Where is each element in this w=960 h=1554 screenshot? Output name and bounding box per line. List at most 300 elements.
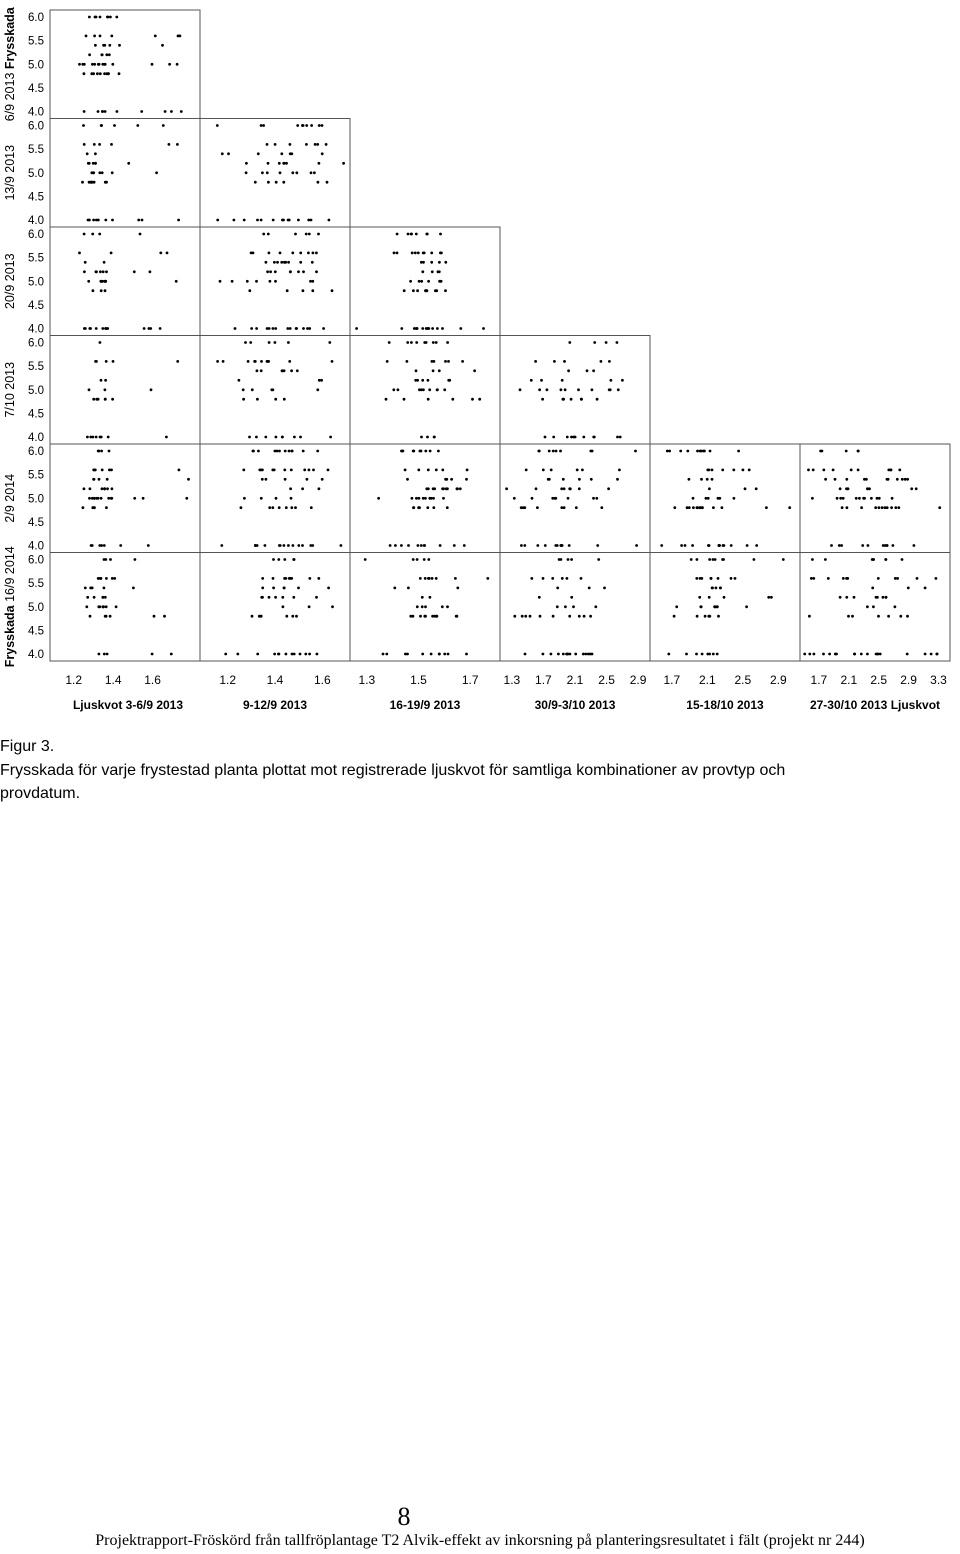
- data-point: [257, 152, 260, 155]
- data-point: [133, 497, 136, 500]
- data-point: [317, 233, 320, 236]
- data-point: [744, 487, 747, 490]
- data-point: [305, 233, 308, 236]
- data-point: [277, 653, 280, 656]
- data-point: [267, 181, 270, 184]
- data-point: [149, 270, 152, 273]
- data-point: [150, 388, 153, 391]
- data-point: [115, 16, 118, 19]
- data-point: [104, 596, 107, 599]
- y-tick-label: 4.5: [28, 408, 44, 421]
- data-point: [416, 605, 419, 608]
- data-point: [667, 653, 670, 656]
- data-point: [584, 653, 587, 656]
- data-point: [910, 487, 913, 490]
- data-point: [466, 469, 469, 472]
- x-tick-label: 1.4: [266, 673, 284, 687]
- data-point: [250, 327, 253, 330]
- data-point: [592, 436, 595, 439]
- data-point: [695, 653, 698, 656]
- data-point: [870, 497, 873, 500]
- data-point: [899, 615, 902, 618]
- data-point: [839, 487, 842, 490]
- data-point: [431, 615, 434, 618]
- data-point: [892, 544, 895, 547]
- data-point: [318, 124, 321, 127]
- data-point: [295, 171, 298, 174]
- data-point: [913, 544, 916, 547]
- data-point: [707, 544, 710, 547]
- data-point: [236, 653, 239, 656]
- data-point: [675, 605, 678, 608]
- figure-caption-line-1: Frysskada för varje frystestad planta plottat mot registrerade ljuskvot för samtliga kombinationer av provtyp och: [0, 762, 786, 779]
- data-point: [93, 596, 96, 599]
- data-point: [92, 219, 95, 222]
- data-point: [453, 544, 456, 547]
- data-point: [111, 487, 114, 490]
- data-point: [668, 450, 671, 453]
- data-point: [732, 469, 735, 472]
- data-point: [421, 270, 424, 273]
- data-point: [524, 615, 527, 618]
- data-point: [101, 469, 104, 472]
- data-point: [562, 398, 565, 401]
- data-point: [438, 369, 441, 372]
- data-point: [830, 544, 833, 547]
- data-point: [876, 653, 879, 656]
- data-point: [872, 605, 875, 608]
- data-point: [216, 360, 219, 363]
- y-tick-label: 4.5: [28, 625, 44, 638]
- data-point: [289, 152, 292, 155]
- data-point: [446, 605, 449, 608]
- data-point: [317, 181, 320, 184]
- data-point: [262, 233, 265, 236]
- data-point: [119, 544, 122, 547]
- data-point: [717, 577, 720, 580]
- data-point: [153, 615, 156, 618]
- data-point: [110, 35, 113, 38]
- data-point: [417, 544, 420, 547]
- data-point: [159, 327, 162, 330]
- data-point: [407, 587, 410, 590]
- data-point: [696, 450, 699, 453]
- data-point: [326, 181, 329, 184]
- data-point: [87, 280, 90, 283]
- data-point: [896, 478, 899, 481]
- data-point: [302, 289, 305, 292]
- data-point: [591, 450, 594, 453]
- data-point: [591, 388, 594, 391]
- data-point: [426, 506, 429, 509]
- x-tick-label: 2.9: [900, 673, 917, 687]
- data-point: [711, 478, 714, 481]
- data-point: [318, 487, 321, 490]
- data-point: [83, 72, 86, 75]
- data-point: [832, 469, 835, 472]
- data-point: [807, 469, 810, 472]
- data-point: [473, 369, 476, 372]
- data-point: [296, 124, 299, 127]
- data-point: [746, 544, 749, 547]
- data-point: [567, 558, 570, 561]
- data-point: [110, 469, 113, 472]
- data-point: [164, 110, 167, 113]
- x-tick-label: 1.7: [461, 673, 479, 687]
- data-point: [753, 558, 756, 561]
- data-point: [82, 506, 85, 509]
- y-tick-label: 5.0: [28, 276, 44, 289]
- data-point: [505, 487, 508, 490]
- data-point: [686, 450, 689, 453]
- data-point: [536, 544, 539, 547]
- data-point: [437, 450, 440, 453]
- data-point: [83, 233, 86, 236]
- x-tick-label: 1.5: [410, 673, 427, 687]
- data-point: [524, 653, 527, 656]
- data-point: [297, 587, 300, 590]
- y-tick-label: 5.5: [28, 469, 44, 482]
- data-point: [459, 327, 462, 330]
- data-point: [839, 497, 842, 500]
- data-point: [111, 63, 114, 66]
- data-point: [706, 478, 709, 481]
- data-point: [274, 450, 277, 453]
- data-point: [260, 497, 263, 500]
- data-point: [824, 558, 827, 561]
- data-point: [89, 436, 92, 439]
- data-point: [871, 558, 874, 561]
- data-point: [421, 327, 424, 330]
- data-point: [176, 360, 179, 363]
- x-tick-label: 3.3: [930, 673, 947, 687]
- data-point: [845, 577, 848, 580]
- data-point: [770, 596, 773, 599]
- data-point: [97, 398, 100, 401]
- data-point: [289, 487, 292, 490]
- data-point: [292, 558, 295, 561]
- data-point: [587, 653, 590, 656]
- data-point: [560, 487, 563, 490]
- y-tick-label: 4.0: [28, 323, 44, 336]
- data-point: [438, 653, 441, 656]
- data-point: [765, 506, 768, 509]
- data-point: [308, 469, 311, 472]
- data-point: [898, 469, 901, 472]
- data-point: [570, 558, 573, 561]
- data-point: [595, 497, 598, 500]
- data-point: [607, 487, 610, 490]
- data-point: [288, 450, 291, 453]
- data-point: [283, 398, 286, 401]
- data-point: [430, 653, 433, 656]
- y-tick-label: 6.0: [28, 120, 44, 133]
- data-point: [703, 450, 706, 453]
- data-point: [878, 506, 881, 509]
- data-point: [673, 615, 676, 618]
- data-point: [170, 653, 173, 656]
- data-point: [248, 436, 251, 439]
- data-point: [315, 270, 318, 273]
- y-tick-label: 5.5: [28, 361, 44, 374]
- data-point: [858, 497, 861, 500]
- data-point: [393, 252, 396, 255]
- data-point: [261, 469, 264, 472]
- data-point: [254, 544, 257, 547]
- data-point: [755, 487, 758, 490]
- data-point: [580, 577, 583, 580]
- data-point: [461, 360, 464, 363]
- data-point: [742, 469, 745, 472]
- data-point: [431, 327, 434, 330]
- data-point: [88, 53, 91, 56]
- data-point: [331, 605, 334, 608]
- y-tick-label: 6.0: [28, 446, 44, 458]
- data-point: [283, 587, 286, 590]
- data-point: [569, 487, 572, 490]
- data-point: [295, 327, 298, 330]
- data-point: [95, 270, 98, 273]
- data-point: [269, 280, 272, 283]
- data-point: [827, 577, 830, 580]
- data-point: [285, 162, 288, 165]
- y-tick-label: 5.5: [28, 144, 44, 157]
- data-point: [734, 577, 737, 580]
- data-point: [566, 577, 569, 580]
- data-point: [101, 53, 104, 56]
- data-point: [106, 487, 109, 490]
- data-point: [429, 596, 432, 599]
- data-point: [423, 544, 426, 547]
- data-point: [538, 450, 541, 453]
- data-point: [291, 615, 294, 618]
- x-tick-label: 1.3: [358, 673, 376, 687]
- data-point: [916, 577, 919, 580]
- data-point: [98, 171, 101, 174]
- data-point: [583, 615, 586, 618]
- data-point: [104, 63, 107, 66]
- data-point: [103, 558, 106, 561]
- data-point: [846, 506, 849, 509]
- data-point: [428, 577, 431, 580]
- data-point: [248, 289, 251, 292]
- data-point: [432, 341, 435, 344]
- data-point: [415, 497, 418, 500]
- data-point: [216, 124, 219, 127]
- data-point: [104, 327, 107, 330]
- data-point: [283, 261, 286, 264]
- data-point: [92, 171, 95, 174]
- data-point: [691, 544, 694, 547]
- data-point: [605, 341, 608, 344]
- y-tick-label: 5.0: [28, 59, 44, 72]
- data-point: [853, 653, 856, 656]
- data-point: [425, 327, 428, 330]
- data-point: [302, 270, 305, 273]
- data-point: [254, 360, 257, 363]
- data-point: [445, 487, 448, 490]
- data-point: [534, 360, 537, 363]
- data-point: [930, 653, 933, 656]
- data-point: [420, 436, 423, 439]
- data-point: [608, 360, 611, 363]
- data-point: [845, 450, 848, 453]
- data-point: [106, 478, 109, 481]
- data-point: [147, 544, 150, 547]
- data-point: [222, 360, 225, 363]
- data-point: [256, 398, 259, 401]
- data-point: [432, 369, 435, 372]
- data-point: [377, 497, 380, 500]
- data-point: [94, 152, 97, 155]
- data-point: [85, 605, 88, 608]
- data-point: [276, 261, 279, 264]
- data-point: [616, 341, 619, 344]
- data-point: [88, 388, 91, 391]
- data-point: [906, 615, 909, 618]
- data-point: [834, 478, 837, 481]
- figure-caption-line-2: provdatum.: [0, 785, 81, 802]
- data-point: [118, 44, 121, 47]
- data-point: [572, 605, 575, 608]
- data-point: [289, 327, 292, 330]
- panel-frame-r5-c5: [800, 553, 950, 662]
- data-point: [891, 497, 894, 500]
- data-point: [101, 63, 104, 66]
- data-point: [83, 270, 86, 273]
- data-point: [100, 379, 103, 382]
- data-point: [227, 152, 230, 155]
- data-point: [707, 497, 710, 500]
- data-point: [548, 450, 551, 453]
- data-point: [578, 615, 581, 618]
- data-point: [730, 544, 733, 547]
- y-tick-label: 4.0: [28, 540, 44, 553]
- data-point: [99, 16, 102, 19]
- data-point: [127, 162, 130, 165]
- data-point: [451, 398, 454, 401]
- data-point: [100, 289, 103, 292]
- x-tick-label: 2.1: [566, 673, 584, 687]
- data-point: [440, 280, 443, 283]
- data-point: [273, 653, 276, 656]
- data-point: [907, 587, 910, 590]
- data-point: [566, 436, 569, 439]
- data-point: [712, 506, 715, 509]
- data-point: [100, 450, 103, 453]
- data-point: [355, 327, 358, 330]
- data-point: [155, 171, 158, 174]
- data-point: [165, 436, 168, 439]
- data-point: [874, 506, 877, 509]
- data-point: [327, 587, 330, 590]
- data-point: [286, 289, 289, 292]
- data-point: [318, 162, 321, 165]
- data-point: [890, 506, 893, 509]
- data-point: [409, 280, 412, 283]
- data-point: [264, 436, 267, 439]
- data-point: [221, 152, 224, 155]
- data-point: [111, 219, 114, 222]
- data-point: [266, 360, 269, 363]
- data-point: [808, 653, 811, 656]
- data-point: [866, 653, 869, 656]
- data-point: [177, 35, 180, 38]
- data-point: [420, 280, 423, 283]
- data-point: [782, 558, 785, 561]
- data-point: [701, 653, 704, 656]
- data-point: [287, 544, 290, 547]
- data-point: [593, 341, 596, 344]
- data-point: [560, 506, 563, 509]
- data-point: [151, 653, 154, 656]
- data-point: [83, 63, 86, 66]
- data-point: [308, 327, 311, 330]
- data-point: [422, 252, 425, 255]
- data-point: [901, 478, 904, 481]
- data-point: [302, 450, 305, 453]
- data-point: [163, 615, 166, 618]
- data-point: [388, 341, 391, 344]
- data-point: [315, 596, 318, 599]
- data-point: [269, 270, 272, 273]
- panel-frame-r4-c5: [800, 444, 950, 553]
- x-tick-label: 1.6: [313, 673, 331, 687]
- data-point: [257, 450, 260, 453]
- data-point: [115, 605, 118, 608]
- data-point: [696, 506, 699, 509]
- data-point: [538, 596, 541, 599]
- data-point: [441, 327, 444, 330]
- data-point: [412, 289, 415, 292]
- data-point: [93, 478, 96, 481]
- data-point: [552, 436, 555, 439]
- data-point: [100, 280, 103, 283]
- data-point: [103, 653, 106, 656]
- data-point: [924, 653, 927, 656]
- data-point: [431, 577, 434, 580]
- x-tick-label: 1.7: [535, 673, 552, 687]
- data-point: [83, 110, 86, 113]
- data-point: [105, 270, 108, 273]
- data-point: [576, 469, 579, 472]
- data-point: [219, 280, 222, 283]
- data-point: [187, 478, 190, 481]
- data-point: [568, 341, 571, 344]
- data-point: [274, 398, 277, 401]
- data-point: [850, 469, 853, 472]
- data-point: [530, 577, 533, 580]
- data-point: [297, 270, 300, 273]
- row-label: 2/9 2014: [3, 473, 17, 523]
- data-point: [254, 181, 257, 184]
- data-point: [292, 596, 295, 599]
- data-point: [87, 219, 90, 222]
- data-point: [216, 219, 219, 222]
- data-point: [98, 478, 101, 481]
- data-point: [546, 388, 549, 391]
- data-point: [103, 544, 106, 547]
- data-point: [98, 63, 101, 66]
- data-point: [539, 615, 542, 618]
- y-tick-label: 4.0: [28, 432, 44, 444]
- scatterplot-matrix-figure: [0, 0, 960, 720]
- data-point: [299, 261, 302, 264]
- data-point: [285, 506, 288, 509]
- data-point: [151, 63, 154, 66]
- data-point: [465, 478, 468, 481]
- data-point: [530, 379, 533, 382]
